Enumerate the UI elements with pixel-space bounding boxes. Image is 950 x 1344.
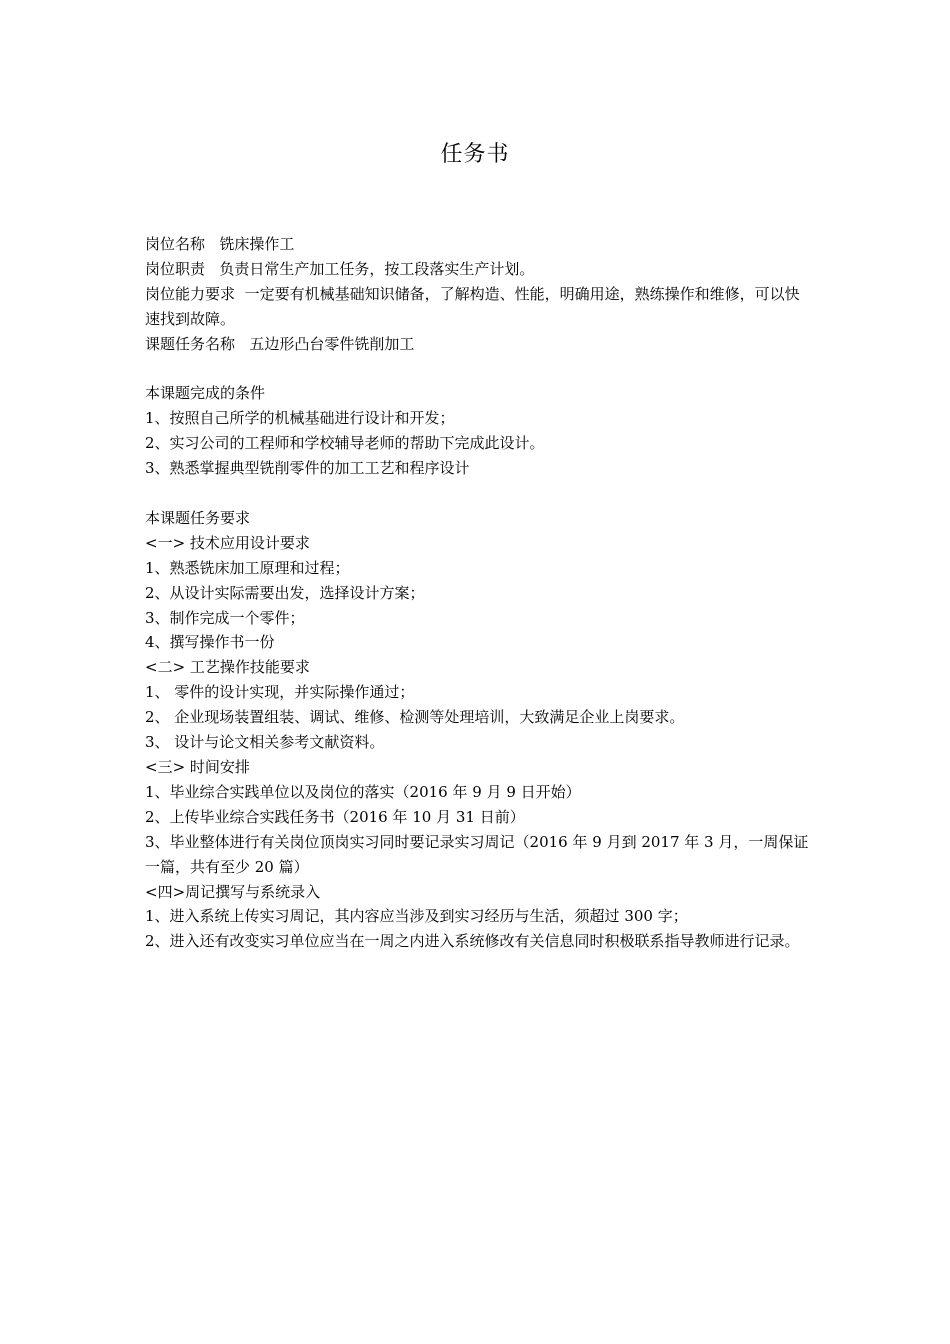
list-item: 1、熟悉铣床加工原理和过程； (145, 558, 350, 577)
list-item: 1、进入系统上传实习周记，其内容应当涉及到实习经历与生活，须超过 300 字； (145, 907, 688, 926)
info-label: 课题任务名称 (145, 334, 236, 353)
list-item: 1、 零件的设计实现，并实际操作通过； (145, 683, 415, 702)
list-item: 2、 企业现场装置组装、调试、维修、检测等处理培训，大致满足企业上岗要求。 (145, 708, 685, 727)
spacer (145, 357, 810, 382)
list-item: 1、按照自己所学的机械基础进行设计和开发； (145, 409, 455, 428)
document-body (145, 232, 810, 954)
info-line-ability (145, 282, 810, 332)
list-item: 3、 设计与论文相关参考文献资料。 (145, 733, 385, 752)
info-value: 铣床操作工 (219, 235, 295, 253)
info-value: 五边形凸台零件铣削加工 (249, 334, 415, 353)
section-heading-conditions: 本课题完成的条件 (145, 384, 266, 403)
list-item: 2、进入还有改变实习单位应当在一周之内进入系统修改有关信息同时积极联系指导教师进行记录。 (145, 932, 800, 951)
list-item: 1、毕业综合实践单位以及岗位的落实（2016 年 9 月 9 日开始） (145, 782, 581, 801)
subsection-heading: <一> 技术应用设计要求 (145, 533, 310, 552)
info-value: 一定要有机械基础知识储备，了解构造、性能，明确用途，熟练操作和维修，可以快速找到故障。 (145, 284, 800, 328)
list-item: 3、制作完成一个零件； (145, 608, 305, 627)
list-item: 3、熟悉掌握典型铣削零件的加工工艺和程序设计 (145, 459, 470, 478)
list-item: 3、毕业整体进行有关岗位顶岗实习同时要记录实习周记（2016 年 9 月到 2017 年 3 月，一周保证一篇，共有至少 20 篇） (145, 832, 809, 876)
info-line-position-name (145, 232, 810, 257)
subsection-heading: <三> 时间安排 (145, 758, 250, 776)
info-line-duties (145, 257, 810, 282)
info-label: 岗位能力要求 (145, 284, 236, 303)
info-label: 岗位名称 (145, 235, 206, 253)
info-line-task-name (145, 332, 810, 357)
list-item: 2、实习公司的工程师和学校辅导老师的帮助下完成此设计。 (145, 434, 545, 453)
spacer (145, 481, 810, 506)
info-label: 岗位职责 (145, 259, 206, 278)
list-item: 4、撰写操作书一份 (145, 633, 275, 652)
document-title: 任务书 (440, 142, 510, 167)
section-heading-requirements: 本课题任务要求 (145, 508, 251, 527)
subsection-heading: <二> 工艺操作技能要求 (145, 658, 310, 677)
list-item: 2、从设计实际需要出发，选择设计方案； (145, 583, 425, 602)
subsection-heading: <四>周记撰写与系统录入 (145, 882, 321, 901)
list-item: 2、上传毕业综合实践任务书（2016 年 10 月 31 日前） (145, 807, 525, 826)
info-value: 负责日常生产加工任务，按工段落实生产计划。 (219, 259, 535, 278)
